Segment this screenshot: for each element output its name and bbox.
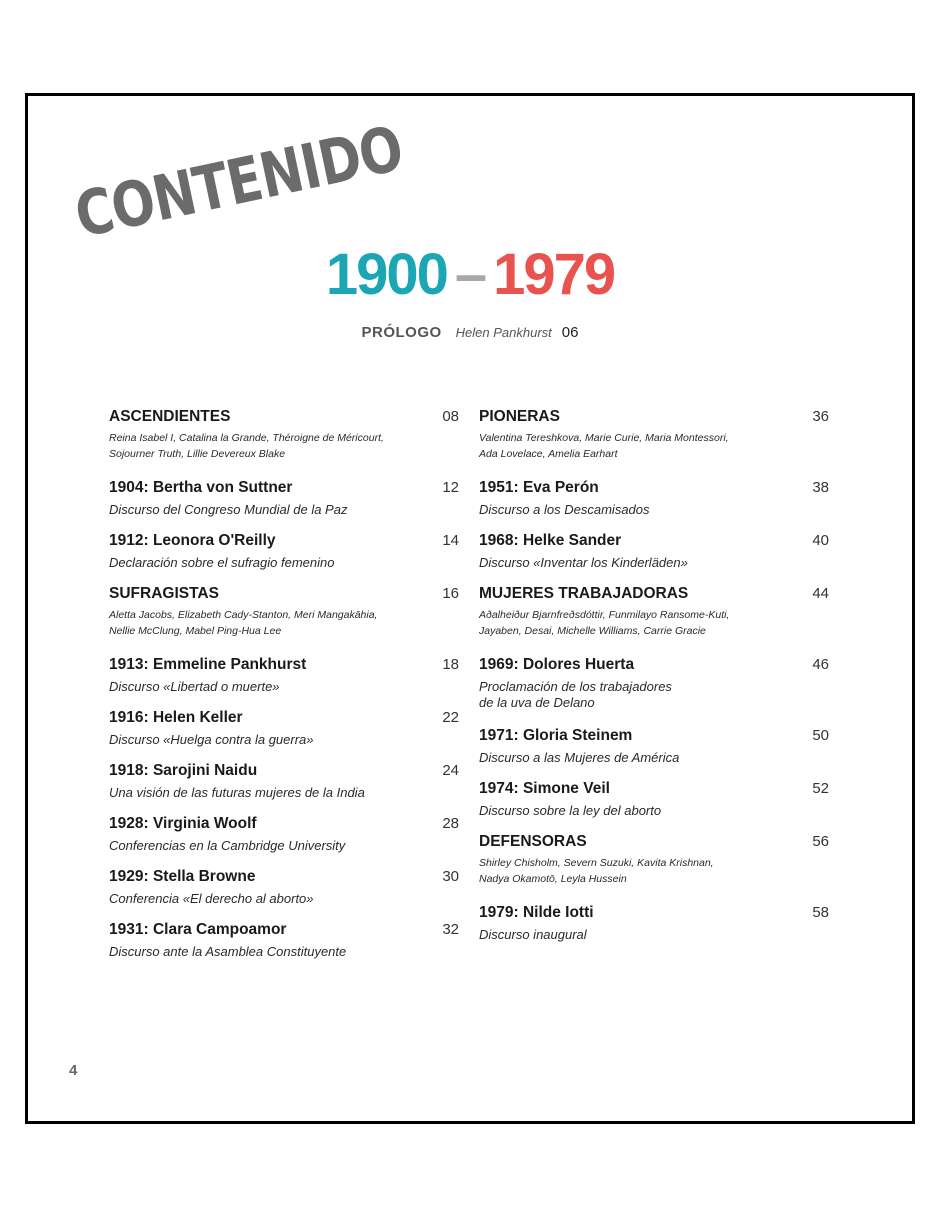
page-number: 28	[442, 815, 459, 832]
entry-title: 1969: Dolores Huerta	[479, 656, 635, 673]
page-number: 50	[812, 727, 829, 744]
page-number: 14	[442, 532, 459, 549]
toc-entry[interactable]	[479, 727, 829, 780]
names-line: Nellie McClung, Mabel Ping-Hua Lee	[109, 625, 282, 637]
toc-entry[interactable]	[109, 532, 459, 585]
page-number: 08	[442, 408, 459, 425]
contenido-title: CONTENIDO	[68, 111, 409, 252]
year-dash: –	[454, 242, 486, 307]
entry-subtitle: Conferencias en la Cambridge University	[109, 838, 346, 853]
entry-subtitle: Discurso «Libertad o muerte»	[109, 679, 280, 694]
toc-section[interactable]	[479, 408, 829, 479]
entry-title: 1974: Simone Veil	[479, 780, 610, 797]
section-title: SUFRAGISTAS	[109, 585, 219, 602]
toc-entry[interactable]	[109, 815, 459, 868]
entry-title: 1913: Emmeline Pankhurst	[109, 656, 307, 673]
page-number: 22	[442, 709, 459, 726]
toc-entry[interactable]	[109, 868, 459, 921]
names-line: Shirley Chisholm, Severn Suzuki, Kavita Krishnan,	[479, 857, 714, 869]
entry-subtitle: Discurso sobre la ley del aborto	[479, 803, 662, 818]
section-title: MUJERES TRABAJADORAS	[479, 585, 689, 602]
entry-subtitle-line: Proclamación de los trabajadores	[479, 679, 672, 694]
prologo-label: PRÓLOGO	[361, 324, 442, 341]
names-line: Aletta Jacobs, Elizabeth Cady-Stanton, Meri Mangakāhia,	[109, 609, 378, 621]
page-number: 18	[442, 656, 459, 673]
names-line: Sojourner Truth, Lillie Devereux Blake	[109, 448, 286, 460]
names-line: Ada Lovelace, Amelia Earhart	[479, 448, 618, 460]
toc-entry[interactable]	[479, 656, 829, 727]
toc-entry[interactable]	[479, 479, 829, 532]
toc-left-column	[109, 408, 459, 974]
page-number: 56	[812, 833, 829, 850]
year-start: 1900	[325, 242, 447, 307]
section-title: PIONERAS	[479, 408, 560, 425]
toc-section[interactable]	[479, 585, 829, 656]
entry-title: 1918: Sarojini Naidu	[109, 762, 258, 779]
page-number: 38	[812, 479, 829, 496]
entry-subtitle: Discurso del Congreso Mundial de la Paz	[109, 502, 348, 517]
entry-subtitle: Discurso «Huelga contra la guerra»	[109, 732, 314, 747]
names-line: Aðalheiður Bjarnfreðsdóttir, Funmilayo Ransome-Kuti,	[479, 609, 730, 621]
page-number: 58	[812, 904, 829, 921]
names-line: Valentina Tereshkova, Marie Curie, Maria Montessori,	[479, 432, 729, 444]
prologo-author: Helen Pankhurst	[455, 325, 552, 340]
page-number: 36	[812, 408, 829, 425]
toc-entry[interactable]	[479, 532, 829, 585]
toc-entry[interactable]	[109, 479, 459, 532]
page-number: 40	[812, 532, 829, 549]
toc-entry[interactable]	[479, 780, 829, 833]
entry-subtitle: Discurso ante la Asamblea Constituyente	[109, 944, 347, 959]
year-end: 1979	[493, 242, 615, 307]
entry-title: 1929: Stella Browne	[109, 868, 256, 885]
toc-right-column	[479, 408, 829, 957]
page-number: 32	[442, 921, 459, 938]
toc-entry[interactable]	[109, 762, 459, 815]
section-title: DEFENSORAS	[479, 833, 587, 850]
page-number: 44	[812, 585, 829, 602]
year-range	[0, 242, 940, 307]
entry-subtitle: Discurso «Inventar los Kinderläden»	[479, 555, 688, 570]
entry-subtitle: Discurso a los Descamisados	[479, 502, 650, 517]
toc-section[interactable]	[109, 408, 459, 479]
page-number-footer: 4	[69, 1062, 78, 1079]
toc-entry[interactable]	[479, 904, 829, 957]
page-number: 52	[812, 780, 829, 797]
names-line: Reina Isabel I, Catalina la Grande, Théroigne de Méricourt,	[109, 432, 384, 444]
prologo-page: 06	[561, 324, 579, 341]
entry-title: 1968: Helke Sander	[479, 532, 622, 549]
entry-subtitle: Discurso a las Mujeres de América	[479, 750, 680, 765]
entry-title: 1928: Virginia Woolf	[109, 815, 257, 832]
page-number: 16	[442, 585, 459, 602]
entry-subtitle: Discurso inaugural	[479, 927, 587, 942]
section-title: ASCENDIENTES	[109, 408, 231, 425]
entry-subtitle: Declaración sobre el sufragio femenino	[109, 555, 335, 570]
entry-title: 1971: Gloria Steinem	[479, 727, 633, 744]
entry-title: 1931: Clara Campoamor	[109, 921, 287, 938]
page-number: 46	[812, 656, 829, 673]
entry-title: 1916: Helen Keller	[109, 709, 243, 726]
toc-section[interactable]	[479, 833, 829, 904]
entry-title: 1912: Leonora O'Reilly	[109, 532, 276, 549]
names-line: Nadya Okamotō, Leyla Hussein	[479, 873, 627, 885]
page-number: 24	[442, 762, 459, 779]
toc-entry[interactable]	[109, 656, 459, 709]
names-line: Jayaben, Desai, Michelle Williams, Carrie Gracie	[479, 625, 706, 637]
entry-title: 1979: Nilde Iotti	[479, 904, 594, 921]
toc-entry[interactable]	[109, 921, 459, 974]
entry-title: 1951: Eva Perón	[479, 479, 599, 496]
toc-entry[interactable]	[109, 709, 459, 762]
page-number: 30	[442, 868, 459, 885]
entry-subtitle-line: de la uva de Delano	[479, 695, 595, 710]
entry-title: 1904: Bertha von Suttner	[109, 479, 293, 496]
entry-subtitle: Una visión de las futuras mujeres de la India	[109, 785, 365, 800]
toc-section[interactable]	[109, 585, 459, 656]
prologo-line	[0, 324, 940, 341]
page-number: 12	[442, 479, 459, 496]
entry-subtitle: Conferencia «El derecho al aborto»	[109, 891, 314, 906]
